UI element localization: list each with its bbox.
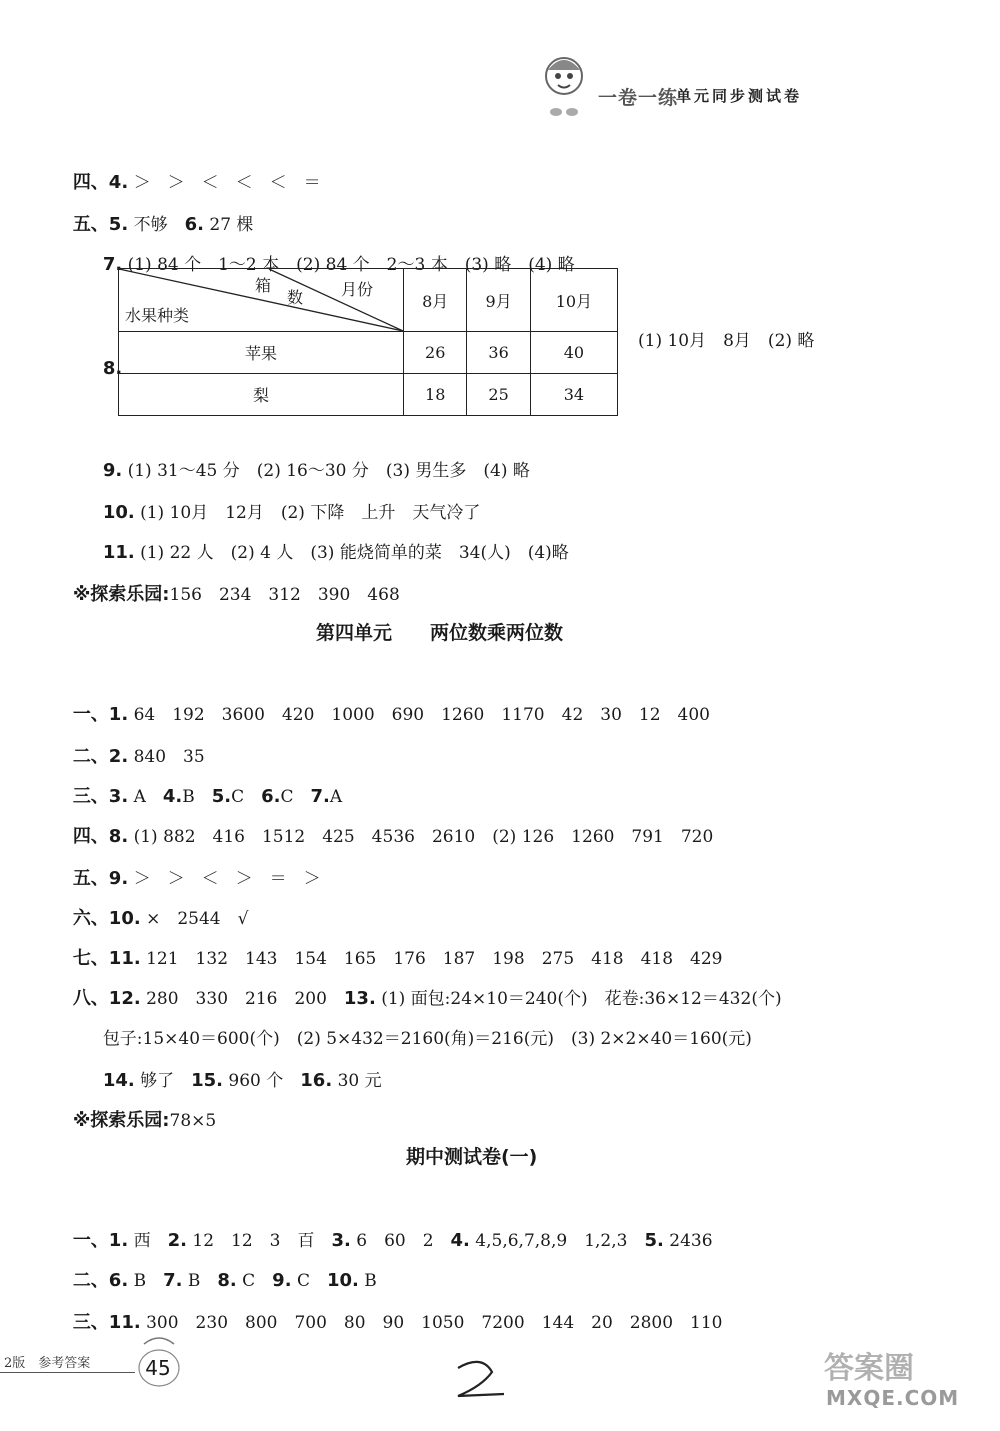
question-label-8: 8. [102, 358, 123, 379]
diagonal-header-cell [119, 269, 404, 332]
answer-text: ＞ ＞ ＜ ＞ ＝ ＞ [133, 869, 321, 889]
answer-text: 280 330 216 200 [146, 989, 344, 1009]
question-label: 二、6. [72, 1270, 129, 1291]
question-label: 2. [167, 1230, 187, 1251]
watermark-logo [820, 1346, 1000, 1386]
answer-text: 78×5 [169, 1111, 217, 1131]
month-header: 10月 [530, 269, 617, 332]
answer-text: 156 234 312 390 468 [169, 585, 400, 605]
table-cell: 26 [404, 332, 467, 374]
question-label: 二、2. [72, 746, 129, 767]
answer-line [62, 556, 400, 608]
question-label: 10. [102, 502, 135, 523]
question-label: 3. [331, 1230, 351, 1251]
question-label: 9. [102, 460, 123, 481]
diag-kind-label: 水果种类 [125, 306, 190, 325]
question-label: 4. [162, 786, 183, 807]
answer-text: (1) 10月 12月 (2) 下降 上升 天气冷了 [140, 503, 481, 523]
header-brand [598, 83, 860, 107]
section-title: 期中测试卷(一) [406, 1146, 538, 1168]
question-label: 七、11. [72, 948, 141, 969]
answer-text: × 2544 √ [146, 909, 249, 929]
fruit-name: 梨 [119, 374, 404, 416]
answer-text: C [242, 1271, 273, 1291]
answer-text: ＞ ＞ ＜ ＜ ＜ ＝ [133, 173, 321, 193]
answer-text: 840 35 [133, 747, 205, 767]
question-label: 一、1. [72, 1230, 129, 1251]
watermark-site: MXQE.COM [826, 1386, 960, 1410]
answer-text: 64 192 3600 420 1000 690 1260 1170 42 30 12 400 [133, 705, 710, 725]
q8-answer: (1) 10月 8月 (2) 略 [638, 331, 815, 351]
question-label: 三、3. [72, 786, 129, 807]
month-header: 9月 [467, 269, 530, 332]
table-cell: 40 [530, 332, 617, 374]
question-label: 四、4. [72, 172, 129, 193]
answer-text: C [296, 1271, 327, 1291]
question-label: 9. [272, 1270, 292, 1291]
answer-text: B [182, 787, 212, 807]
answer-text: 包子:15×40＝600(个) (2) 5×432＝2160(角)＝216(元) (3) 2×2×40＝160(元) [102, 1029, 752, 1049]
section-title: 第四单元 两位数乘两位数 [316, 622, 564, 644]
question-label: 8. [217, 1270, 237, 1291]
diag-month-label: 月份 [341, 280, 374, 299]
table-cell: 36 [467, 332, 530, 374]
answer-text: 6 60 2 [356, 1231, 451, 1251]
question-label: 6. [261, 786, 281, 807]
answer-text: 12 12 3 百 [192, 1231, 332, 1251]
table-row [119, 374, 618, 416]
month-header: 8月 [404, 269, 467, 332]
table-cell: 25 [467, 374, 530, 416]
fruit-table [118, 268, 618, 416]
question-label: 八、12. [72, 988, 141, 1009]
question-label: 7. [310, 786, 330, 807]
question-label: 16. [300, 1070, 333, 1091]
answer-text: C [280, 787, 311, 807]
answer-line [62, 1284, 722, 1336]
answer-text: (1) 面包:24×10＝240(个) 花卷:36×12＝432(个) [381, 989, 782, 1009]
question-label: 11. [102, 542, 135, 563]
table-cell: 34 [530, 374, 617, 416]
question-label: 7. [102, 254, 123, 275]
question-label: 三、11. [72, 1312, 141, 1333]
diag-count-label: 数 [287, 288, 304, 307]
question-label: 五、5. [72, 214, 129, 235]
answer-text: 121 132 143 154 165 176 187 198 275 418 418 429 [146, 949, 723, 969]
answer-text: 够了 [140, 1071, 192, 1091]
table-row [119, 332, 618, 374]
answer-text: A [329, 787, 343, 807]
answer-line [62, 1082, 216, 1134]
question-label: 4. [450, 1230, 470, 1251]
table-cell: 18 [404, 374, 467, 416]
answer-text: B [364, 1271, 377, 1291]
question-label: 5. [211, 786, 232, 807]
question-label: 5. [644, 1230, 664, 1251]
answer-text: 2436 [669, 1231, 713, 1251]
question-label: ※探索乐园: [72, 584, 170, 605]
answer-text: 27 棵 [209, 215, 254, 235]
mascot-icon [536, 50, 592, 120]
answer-text: (1) 882 416 1512 425 4536 2610 (2) 126 1260 791 720 [133, 827, 714, 847]
question-label: 6. [184, 214, 204, 235]
question-label: 14. [102, 1070, 135, 1091]
question-label: 7. [163, 1270, 183, 1291]
svg-text:答案圈: 答案圈 [824, 1351, 914, 1386]
answer-text: C [231, 787, 262, 807]
question-label: 四、8. [72, 826, 129, 847]
table-header-row [119, 269, 618, 332]
footer-label: 2版 参考答案 [4, 1356, 91, 1371]
answer-text: 不够 [133, 215, 185, 235]
answer-text: (1) 31～45 分 (2) 16～30 分 (3) 男生多 (4) 略 [127, 461, 530, 481]
footer-divider [0, 1372, 135, 1373]
handwritten-mark [452, 1358, 508, 1400]
answer-text: (1) 84 个 1～2 本 (2) 84 个 2～3 本 (3) 略 (4) 略 [127, 255, 575, 275]
brand-title: 一卷一练 [598, 87, 679, 109]
answer-text: (1) 22 人 (2) 4 人 (3) 能烧简单的菜 34(人) (4)略 [140, 543, 569, 563]
answer-text: 960 个 [228, 1071, 301, 1091]
question-label: 六、10. [72, 908, 141, 929]
answer-text: 4,5,6,7,8,9 1,2,3 [475, 1231, 645, 1251]
answer-text: B [133, 1271, 164, 1291]
answer-text: A [133, 787, 163, 807]
question-label: 15. [191, 1070, 223, 1091]
diag-box-label: 箱 [255, 276, 272, 295]
question-label: 五、9. [72, 868, 129, 889]
question-label: 13. [343, 988, 376, 1009]
question-label: 一、1. [72, 704, 129, 725]
answer-text: 300 230 800 700 80 90 1050 7200 144 20 2800 110 [146, 1313, 723, 1333]
answer-text: 西 [133, 1231, 168, 1251]
answer-text: B [187, 1271, 218, 1291]
header-subtitle: 单元同步测试卷 [676, 87, 803, 105]
fruit-name: 苹果 [119, 332, 404, 374]
answer-text: 30 元 [337, 1071, 382, 1091]
page-number: 45 [145, 1356, 171, 1380]
question-label: 10. [326, 1270, 359, 1291]
question-label: ※探索乐园: [72, 1110, 170, 1131]
